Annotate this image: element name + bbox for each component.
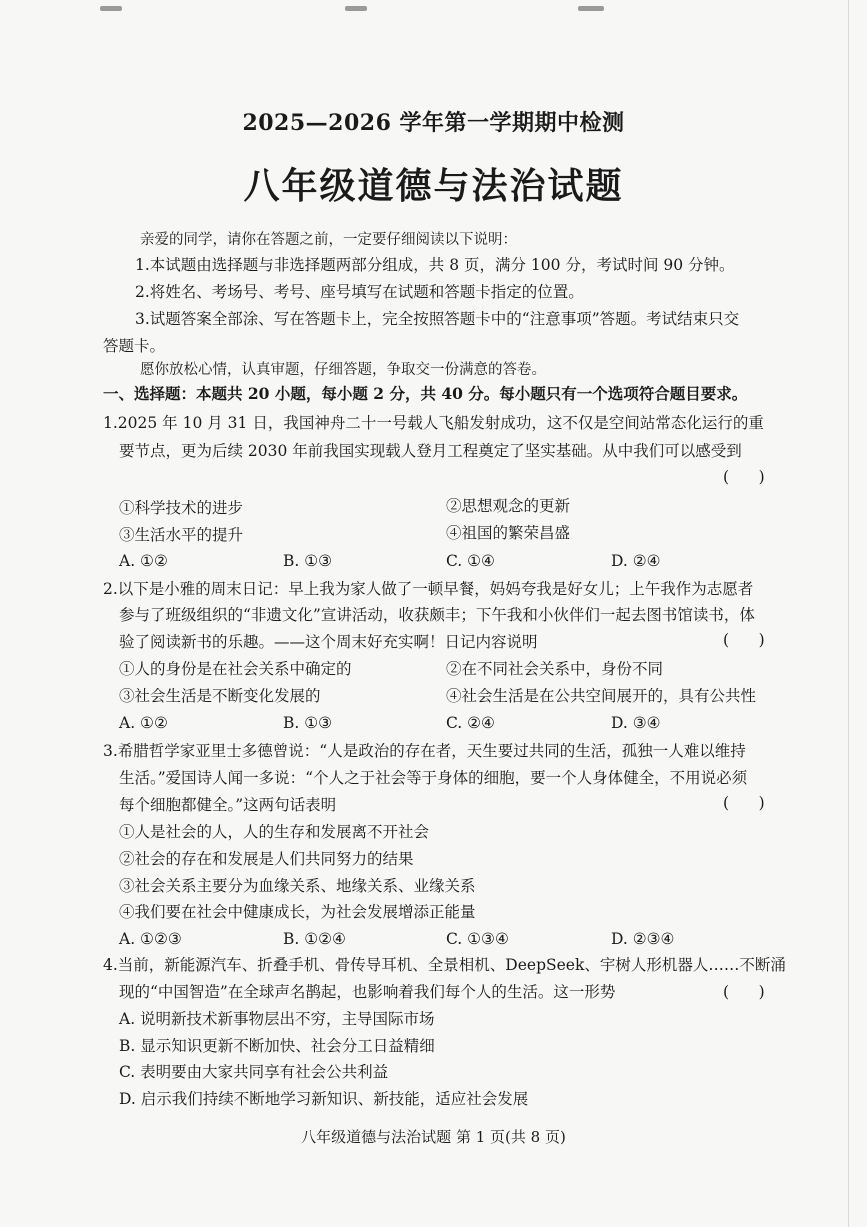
page-footer: 八年级道德与法治试题 第 1 页(共 8 页) <box>301 1128 566 1146</box>
q4-option-b: B. 显示知识更新不断加快、社会分工日益精细 <box>119 1037 435 1055</box>
q2-option-c: C. ②④ <box>446 714 495 732</box>
q3-answer-blank: ( ) <box>723 794 765 812</box>
q3-statement-3: ③社会关系主要分为血缘关系、地缘关系、业缘关系 <box>119 877 476 895</box>
q1-option-b: B. ①③ <box>283 552 333 570</box>
q3-statement-1: ①人是社会的人，人的生存和发展离不开社会 <box>119 823 430 841</box>
q3-stem: 3.希腊哲学家亚里士多德曾说：“人是政治的存在者，天生要过共同的生活，孤独一人难以维持 <box>103 742 746 760</box>
q1-answer-blank: ( ) <box>723 468 765 486</box>
instructions-wish: 愿你放松心情，认真审题，仔细答题，争取交一份满意的答卷。 <box>140 362 546 378</box>
q2-option-b: B. ①③ <box>283 714 333 732</box>
q3-stem-cont-1: 生活。”爱国诗人闻一多说：“个人之于社会等于身体的细胞，要一个人身体健全，不用说必须 <box>119 769 748 787</box>
q1-stem: 1.2025 年 10 月 31 日，我国神舟二十一号载人飞船发射成功，这不仅是空间站常态化运行的重 <box>103 414 764 432</box>
exam-title: 八年级道德与法治试题 <box>243 165 624 207</box>
q2-statement-1: ①人的身份是在社会关系中确定的 <box>119 660 352 678</box>
q3-stem-cont-2: 每个细胞都健全。”这两句话表明 <box>119 796 337 814</box>
q3-statement-2: ②社会的存在和发展是人们共同努力的结果 <box>119 850 414 868</box>
q3-statement-4: ④我们要在社会中健康成长，为社会发展增添正能量 <box>119 903 476 921</box>
q2-statement-4: ④社会生活是在公共空间展开的，具有公共性 <box>446 687 757 705</box>
q4-stem: 4.当前，新能源汽车、折叠手机、骨传导耳机、全景相机、DeepSeek、宇树人形机器人……不断涌 <box>103 956 786 974</box>
section-heading-choice: 一、选择题：本题共 20 小题，每小题 2 分，共 40 分。每小题只有一个选项符合题目要求。 <box>103 384 748 403</box>
instructions-greeting: 亲爱的同学，请你在答题之前，一定要仔细阅读以下说明： <box>140 232 517 248</box>
q1-option-d: D. ②④ <box>611 552 661 570</box>
instruction-item-2: 2.将姓名、考场号、考号、座号填写在试题和答题卡指定的位置。 <box>135 283 584 301</box>
q2-stem: 2.以下是小雅的周末日记：早上我为家人做了一顿早餐，妈妈夸我是好女儿；上午我作为志愿者 <box>103 580 754 598</box>
instruction-item-1: 1.本试题由选择题与非选择题两部分组成，共 8 页，满分 100 分，考试时间 90 分钟。 <box>135 256 735 274</box>
q2-option-d: D. ③④ <box>611 714 661 732</box>
q2-stem-cont-2: 验了阅读新书的乐趣。——这个周末好充实啊！日记内容说明 <box>119 633 538 651</box>
q1-option-a: A. ①② <box>119 552 168 570</box>
q1-option-c: C. ①④ <box>446 552 495 570</box>
q4-option-c: C. 表明要由大家共同享有社会公共利益 <box>119 1063 389 1081</box>
q2-stem-cont-1: 参与了班级组织的“非遗文化”宣讲活动，收获颇丰；下午我和小伙伴们一起去图书馆读书，体 <box>119 606 755 624</box>
q1-statement-2: ②思想观念的更新 <box>446 497 571 515</box>
q3-option-b: B. ①②④ <box>283 930 346 948</box>
q1-stem-cont: 要节点，更为后续 2030 年前我国实现载人登月工程奠定了坚实基础。从中我们可以感受到 <box>119 442 742 460</box>
q3-option-c: C. ①③④ <box>446 930 509 948</box>
q1-statement-1: ①科学技术的进步 <box>119 499 244 517</box>
q3-option-d: D. ②③④ <box>611 930 675 948</box>
q2-statement-3: ③社会生活是不断变化发展的 <box>119 687 321 705</box>
instruction-item-3: 3.试题答案全部涂、写在答题卡上，完全按照答题卡中的“注意事项”答题。考试结束只交 <box>135 310 740 328</box>
q2-answer-blank: ( ) <box>723 631 765 649</box>
q1-statement-3: ③生活水平的提升 <box>119 526 244 544</box>
q2-statement-2: ②在不同社会关系中，身份不同 <box>446 660 664 678</box>
scan-mark-left <box>100 6 122 11</box>
q4-answer-blank: ( ) <box>723 983 765 1001</box>
instruction-item-3-cont: 答题卡。 <box>103 337 166 355</box>
exam-term-heading: 2025—2026 学年第一学期期中检测 <box>242 110 625 136</box>
scan-mark-right <box>578 6 604 11</box>
scan-mark-center <box>345 6 367 11</box>
q3-option-a: A. ①②③ <box>119 930 182 948</box>
q4-stem-cont: 现的“中国智造”在全球声名鹊起，也影响着我们每个人的生活。这一形势 <box>119 983 616 1001</box>
q4-option-d: D. 启示我们持续不断地学习新知识、新技能，适应社会发展 <box>119 1090 529 1108</box>
q4-option-a: A. 说明新技术新事物层出不穷，主导国际市场 <box>119 1010 435 1028</box>
q2-option-a: A. ①② <box>119 714 168 732</box>
q1-statement-4: ④祖国的繁荣昌盛 <box>446 524 571 542</box>
